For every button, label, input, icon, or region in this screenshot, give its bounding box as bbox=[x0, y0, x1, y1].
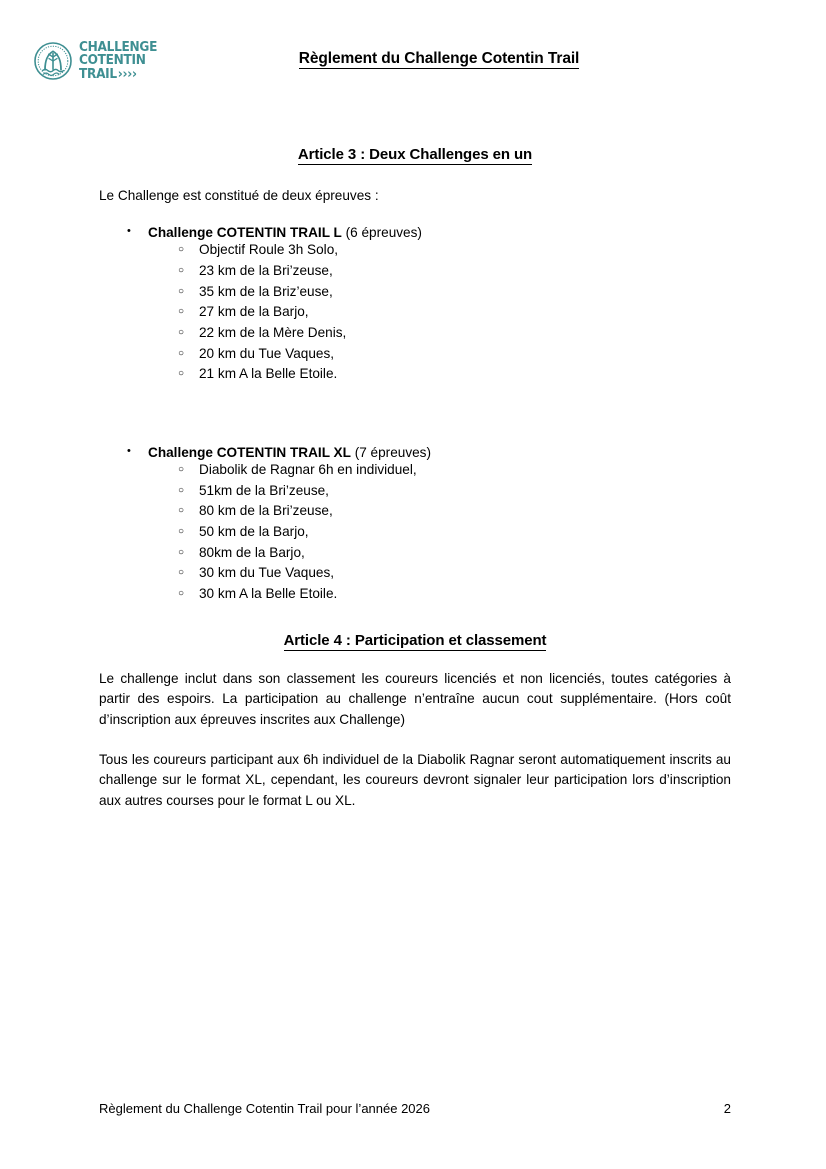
list-item bbox=[99, 501, 731, 522]
article-3-heading bbox=[99, 146, 731, 163]
logo-line-cotentin: COTENTIN bbox=[79, 53, 146, 69]
list-item-label: 35 km de la Briz’euse, bbox=[199, 283, 333, 299]
list-item-label: 50 km de la Barjo, bbox=[199, 523, 309, 539]
list-item-label: Diabolik de Ragnar 6h en individuel, bbox=[199, 461, 417, 477]
group-label: Challenge COTENTIN TRAIL XL bbox=[148, 444, 351, 460]
list-group-spacer bbox=[99, 385, 731, 445]
list-item-label: 30 km A la Belle Etoile. bbox=[199, 585, 338, 601]
circle-bullet-icon: ○ bbox=[178, 546, 185, 558]
header-title-text: Règlement du Challenge Cotentin Trail bbox=[298, 50, 580, 67]
page-footer bbox=[99, 1101, 731, 1116]
list-item bbox=[99, 563, 731, 584]
list-item bbox=[99, 445, 731, 460]
list-item bbox=[99, 261, 731, 282]
list-item-label: 30 km du Tue Vaques, bbox=[199, 565, 335, 581]
list-item-label: Objectif Roule 3h Solo, bbox=[199, 242, 339, 258]
list-item bbox=[99, 364, 731, 385]
circle-bullet-icon: ○ bbox=[178, 347, 185, 359]
bullet-icon: • bbox=[127, 444, 131, 457]
article-4-heading bbox=[99, 632, 731, 649]
list-item bbox=[99, 460, 731, 481]
circle-bullet-icon: ○ bbox=[178, 327, 185, 339]
circle-bullet-icon: ○ bbox=[178, 265, 185, 277]
challenge-list-l bbox=[99, 225, 731, 385]
document-body bbox=[99, 0, 731, 812]
circle-bullet-icon: ○ bbox=[178, 368, 185, 380]
list-item bbox=[99, 240, 731, 261]
list-item-label: 80 km de la Bri’zeuse, bbox=[199, 503, 333, 519]
list-item-label: 51km de la Bri’zeuse, bbox=[199, 482, 329, 498]
circle-bullet-icon: ○ bbox=[178, 306, 185, 318]
article-3-heading-text: Article 3 : Deux Challenges en un bbox=[297, 146, 533, 163]
list-item bbox=[99, 302, 731, 323]
article-4-paragraph-2: Tous les coureurs participant aux 6h individuel de la Diabolik Ragnar seront automatiquement inscrits au challenge sur le format XL, cependant, les coureurs devront signaler leur participation lors d’inscription aux autres courses pour le format L ou XL. bbox=[99, 751, 731, 808]
list-item bbox=[99, 225, 731, 240]
circle-bullet-icon: ○ bbox=[178, 285, 185, 297]
list-item bbox=[99, 323, 731, 344]
list-item-label: 23 km de la Bri’zeuse, bbox=[199, 263, 333, 279]
circle-bullet-icon: ○ bbox=[178, 567, 185, 579]
list-item bbox=[99, 584, 731, 605]
list-item bbox=[99, 481, 731, 502]
logo-line-trail-text: TRAIL bbox=[79, 66, 117, 82]
circle-bullet-icon: ○ bbox=[178, 505, 185, 517]
circle-bullet-icon: ○ bbox=[178, 525, 185, 537]
list-item-label: 22 km de la Mère Denis, bbox=[199, 325, 347, 341]
circle-bullet-icon: ○ bbox=[178, 587, 185, 599]
list-item bbox=[99, 344, 731, 365]
challenge-list-xl bbox=[99, 445, 731, 605]
group-count: (7 épreuves) bbox=[350, 444, 432, 460]
group-label: Challenge COTENTIN TRAIL L bbox=[148, 225, 342, 241]
article-3-intro: Le Challenge est constitué de deux épreuves : bbox=[99, 188, 379, 203]
list-item-label: 80km de la Barjo, bbox=[199, 544, 305, 560]
circle-bullet-icon: ○ bbox=[178, 463, 185, 475]
article-4-paragraph-1: Le challenge inclut dans son classement les coureurs licenciés et non licenciés, toutes catégories à partir des espoirs. La participation au challenge n’entraîne aucun cout supplémentaire. (Hors coût d’inscription aux épreuves inscrites aux Challenge) bbox=[99, 670, 731, 727]
list-item-label: 21 km A la Belle Etoile. bbox=[199, 366, 338, 382]
chevrons-icon: ›››› bbox=[117, 67, 137, 83]
footer-text: Règlement du Challenge Cotentin Trail pour l’année 2026 bbox=[99, 1101, 430, 1116]
bullet-icon: • bbox=[127, 225, 131, 238]
list-item-label: 20 km du Tue Vaques, bbox=[199, 345, 335, 361]
logo-line-challenge: CHALLENGE bbox=[79, 40, 158, 55]
circle-bullet-icon: ○ bbox=[178, 244, 185, 256]
page-number: 2 bbox=[723, 1101, 731, 1116]
list-item bbox=[99, 543, 731, 564]
list-item-label: 27 km de la Barjo, bbox=[199, 304, 309, 320]
list-item bbox=[99, 522, 731, 543]
article-4-heading-text: Article 4 : Participation et classement bbox=[283, 631, 547, 649]
list-item bbox=[99, 282, 731, 303]
group-count: (6 épreuves) bbox=[341, 225, 422, 241]
circle-bullet-icon: ○ bbox=[178, 484, 185, 496]
